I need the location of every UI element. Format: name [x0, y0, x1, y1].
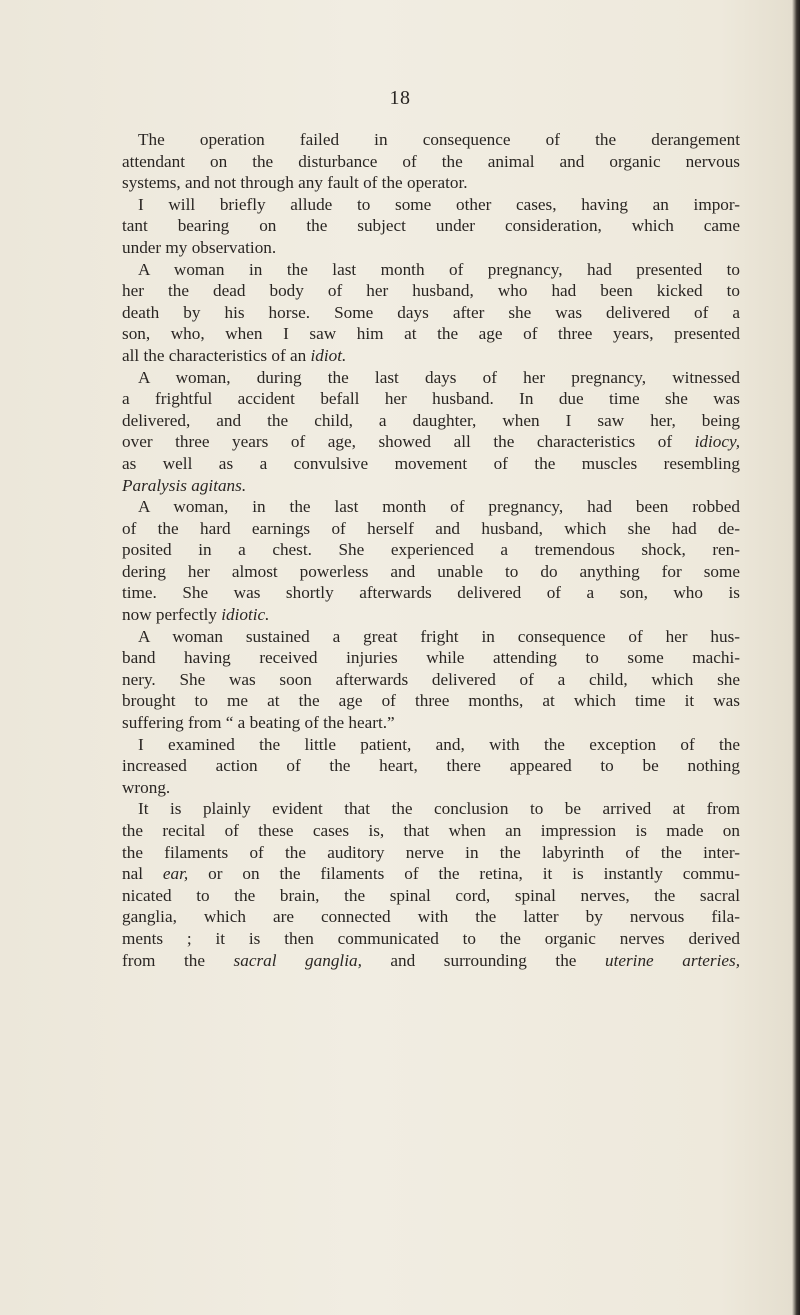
paragraph — [122, 367, 740, 497]
text-line — [122, 561, 740, 583]
text-segment: It is plainly evident that the conclusion to be arrived at from — [138, 799, 740, 819]
text-segment: death by his horse. Some days after she was delivered of a — [122, 302, 740, 322]
text-segment: suffering from “ a beating of the heart.” — [122, 713, 395, 733]
text-segment: nal — [122, 864, 163, 884]
text-line — [122, 820, 740, 842]
text-line — [122, 842, 740, 864]
paragraph — [122, 259, 740, 367]
paragraph — [122, 129, 740, 194]
text-segment: ments ; it is then communicated to the organic nerves derived — [122, 928, 740, 948]
italic-text: idiotic. — [221, 605, 270, 625]
text-line — [122, 367, 740, 389]
text-segment: The operation failed in consequence of the derangement — [138, 130, 740, 149]
text-segment: time. She was shortly afterwards delivered of a son, who is — [122, 583, 740, 603]
text-line — [122, 863, 740, 885]
text-line — [122, 453, 740, 475]
text-line — [122, 647, 740, 669]
italic-text: uterine arteries, — [604, 950, 740, 970]
text-segment: A woman sustained a great fright in consequence of her hus- — [138, 626, 740, 646]
text-segment: son, who, when I saw him at the age of three years, presented — [122, 324, 740, 344]
text-segment: systems, and not through any fault of the operator. — [122, 173, 468, 193]
italic-text: Paralysis agitans. — [122, 475, 247, 495]
paragraph — [122, 194, 740, 259]
text-line — [122, 690, 740, 712]
paragraph — [122, 734, 740, 799]
paragraph — [122, 626, 740, 734]
text-segment: now perfectly — [122, 605, 222, 625]
text-segment: a frightful accident befall her husband. In due time she was — [122, 389, 740, 409]
text-segment: A woman in the last month of pregnancy, had presented to — [138, 259, 740, 279]
text-line — [122, 259, 740, 281]
paragraph — [122, 496, 740, 626]
text-line — [122, 431, 740, 453]
text-line — [122, 345, 740, 367]
text-line — [122, 215, 740, 237]
text-segment: band having received injuries while attending to some machi- — [122, 648, 740, 668]
text-segment: as well as a convulsive movement of the muscles resembling — [122, 453, 740, 473]
text-segment: the recital of these cases is, that when an impression is made on — [122, 821, 740, 840]
text-line — [122, 950, 740, 972]
text-segment: nicated to the brain, the spinal cord, spinal nerves, the sacral — [122, 885, 740, 905]
text-line — [122, 151, 740, 173]
text-line — [122, 518, 740, 540]
text-line — [122, 280, 740, 302]
text-segment: nery. She was soon afterwards delivered of a child, which she — [122, 669, 740, 689]
text-line — [122, 539, 740, 561]
text-segment: A woman, during the last days of her pregnancy, witnessed — [138, 367, 740, 387]
text-segment: attendant on the disturbance of the animal and organic nervous — [122, 151, 740, 171]
text-segment: dering her almost powerless and unable to do anything for some — [122, 561, 740, 581]
text-line — [122, 712, 740, 734]
text-segment: I will briefly allude to some other cases, having an impor- — [138, 194, 740, 214]
text-line — [122, 388, 740, 410]
text-segment: over three years of age, showed all the characteristics of — [122, 432, 695, 452]
page-number: 18 — [389, 87, 411, 109]
text-segment: wrong. — [122, 777, 171, 797]
text-line — [122, 194, 740, 216]
text-line — [122, 755, 740, 777]
text-segment: under my observation. — [122, 237, 277, 257]
page-edge-shadow — [792, 0, 800, 1315]
text-segment: from the — [122, 950, 234, 970]
text-line — [122, 669, 740, 691]
text-line — [122, 626, 740, 648]
text-line — [122, 604, 740, 626]
text-line — [122, 777, 740, 799]
text-line — [122, 129, 740, 151]
text-segment: the filaments of the auditory nerve in the labyrinth of the inter- — [122, 842, 740, 862]
text-line — [122, 928, 740, 950]
text-line — [122, 798, 740, 820]
text-line — [122, 172, 740, 194]
text-segment: or on the filaments of the retina, it is instantly commu- — [188, 864, 740, 884]
text-segment: delivered, and the child, a daughter, when I saw her, being — [122, 410, 740, 430]
text-segment: of the hard earnings of herself and husband, which she had de- — [122, 518, 740, 538]
text-segment: increased action of the heart, there appeared to be nothing — [122, 756, 740, 776]
text-segment: I examined the little patient, and, with the exception of the — [138, 734, 740, 754]
text-segment: and surrounding the — [361, 950, 605, 970]
italic-text: sacral ganglia, — [233, 950, 362, 970]
text-line — [122, 475, 740, 497]
text-segment: her the dead body of her husband, who had been kicked to — [122, 281, 740, 301]
text-line — [122, 410, 740, 432]
text-segment: tant bearing on the subject under consideration, which came — [122, 216, 740, 236]
text-segment: all the characteristics of an — [122, 345, 311, 365]
text-segment: brought to me at the age of three months, at which time it was — [122, 691, 740, 711]
text-line — [122, 496, 740, 518]
text-line — [122, 734, 740, 756]
text-line — [122, 323, 740, 345]
text-line — [122, 885, 740, 907]
text-line — [122, 582, 740, 604]
italic-text: ear, — [162, 864, 189, 884]
text-line — [122, 302, 740, 324]
body-text — [122, 129, 740, 971]
text-line — [122, 237, 740, 259]
text-line — [122, 906, 740, 928]
italic-text: idiocy, — [694, 432, 740, 452]
italic-text: idiot. — [310, 345, 347, 365]
text-segment: ganglia, which are connected with the latter by nervous fila- — [122, 907, 740, 927]
text-segment: A woman, in the last month of pregnancy, had been robbed — [138, 497, 740, 517]
paragraph — [122, 798, 740, 971]
text-segment: posited in a chest. She experienced a tremendous shock, ren- — [122, 540, 740, 560]
